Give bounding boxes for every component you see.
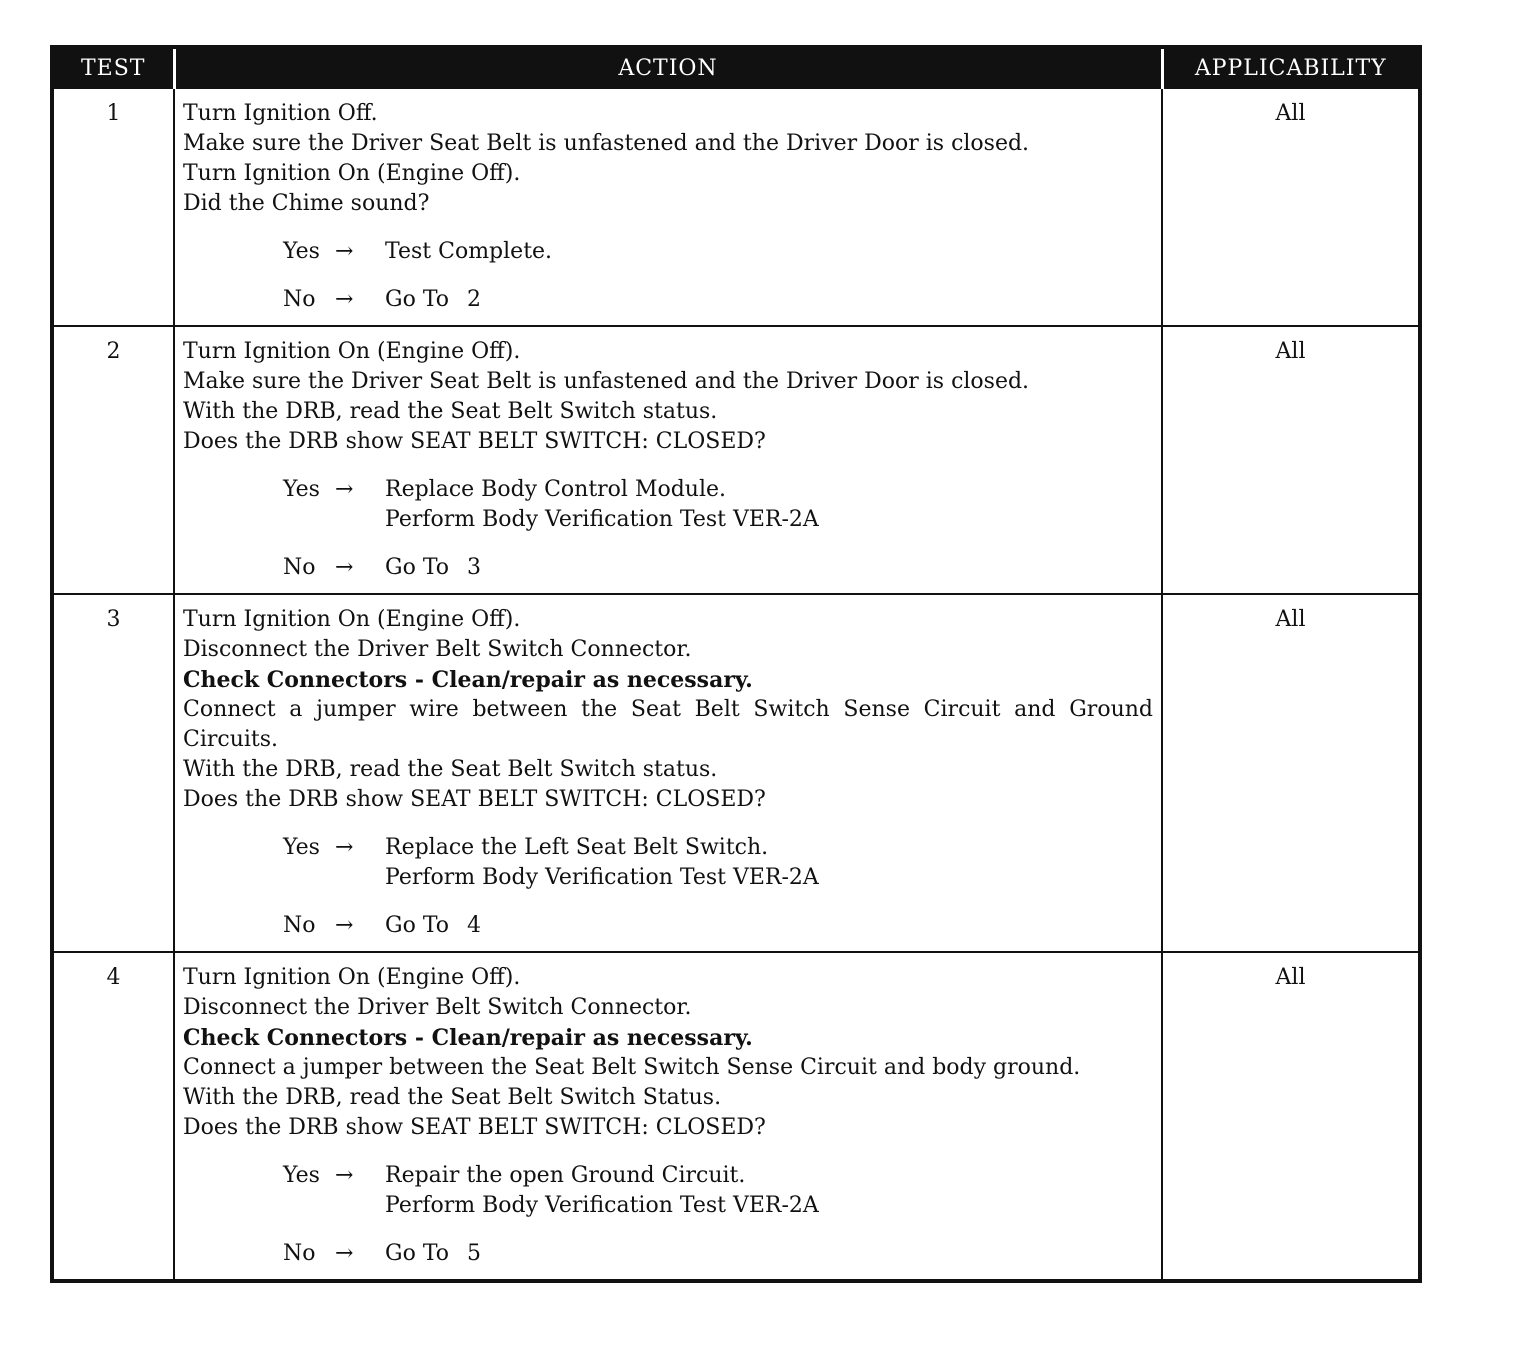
header-test: TEST (52, 47, 174, 88)
table-body (52, 88, 1420, 1281)
table-row (52, 952, 1420, 1281)
action-cell (174, 88, 1162, 326)
header-row (52, 47, 1420, 88)
arrow-right-icon: → (335, 835, 354, 860)
no-outcome (385, 285, 1153, 315)
no-outcome (385, 553, 1153, 583)
action-cell (174, 326, 1162, 594)
arrow-right-icon: → (335, 913, 354, 938)
goto-target: 4 (467, 913, 482, 938)
header-applicability: APPLICABILITY (1162, 47, 1420, 88)
action-step: Turn Ignition Off. (183, 101, 378, 126)
no-outcome (385, 1239, 1153, 1269)
action-step: Disconnect the Driver Belt Switch Connector. (183, 637, 692, 662)
action-step: Does the DRB show SEAT BELT SWITCH: CLOSED? (183, 787, 766, 812)
action-cell (174, 594, 1162, 952)
action-step: With the DRB, read the Seat Belt Switch status. (183, 399, 718, 424)
yes-outcome-line: Perform Body Verification Test VER-2A (385, 865, 819, 890)
arrow-right-icon: → (335, 555, 354, 580)
action-step: Make sure the Driver Seat Belt is unfastened and the Driver Door is closed. (183, 131, 1030, 156)
yes-result (283, 237, 1153, 267)
yes-outcome-line: Test Complete. (385, 239, 553, 264)
action-step-emphasis: Check Connectors - Clean/repair as necessary. (183, 1025, 753, 1051)
yes-label: Yes (283, 477, 320, 502)
goto-label: Go To (385, 913, 450, 938)
arrow-right-icon: → (335, 477, 354, 502)
yes-label: Yes (283, 1163, 320, 1188)
yes-result (283, 833, 1153, 893)
action-step: With the DRB, read the Seat Belt Switch status. (183, 757, 718, 782)
goto-label: Go To (385, 555, 450, 580)
yes-label: Yes (283, 239, 320, 264)
goto-target: 2 (467, 287, 482, 312)
yes-outcome-line: Repair the open Ground Circuit. (385, 1163, 746, 1188)
test-number: 3 (52, 594, 174, 952)
diagnostic-test-table (50, 45, 1422, 1283)
arrow-right-icon: → (335, 1241, 354, 1266)
arrow-right-icon: → (335, 239, 354, 264)
yes-result (283, 475, 1153, 535)
yes-result (283, 1161, 1153, 1221)
action-step: Connect a jumper wire between the Seat Belt Switch Sense Circuit and Ground Circuits. (183, 697, 1153, 752)
no-result (283, 553, 1153, 583)
goto-label: Go To (385, 1241, 450, 1266)
action-step: Turn Ignition On (Engine Off). (183, 607, 521, 632)
table-row (52, 326, 1420, 594)
header-action: ACTION (174, 47, 1162, 88)
no-outcome (385, 911, 1153, 941)
action-step: Connect a jumper between the Seat Belt Switch Sense Circuit and body ground. (183, 1055, 1081, 1080)
action-step: With the DRB, read the Seat Belt Switch Status. (183, 1085, 722, 1110)
no-result (283, 1239, 1153, 1269)
goto-target: 5 (467, 1241, 482, 1266)
yes-outcome (385, 1161, 1153, 1221)
action-step: Disconnect the Driver Belt Switch Connector. (183, 995, 692, 1020)
yes-outcome-line: Perform Body Verification Test VER-2A (385, 1193, 819, 1218)
goto-label: Go To (385, 287, 450, 312)
action-step: Did the Chime sound? (183, 191, 430, 216)
yes-label: Yes (283, 835, 320, 860)
action-step: Turn Ignition On (Engine Off). (183, 161, 521, 186)
yes-outcome-line: Replace the Left Seat Belt Switch. (385, 835, 769, 860)
action-step: Turn Ignition On (Engine Off). (183, 339, 521, 364)
yes-outcome (385, 475, 1153, 535)
applicability-value: All (1162, 594, 1420, 952)
action-cell (174, 952, 1162, 1281)
no-label: No (283, 913, 316, 938)
goto-target: 3 (467, 555, 482, 580)
test-number: 4 (52, 952, 174, 1281)
no-result (283, 911, 1153, 941)
yes-outcome-line: Replace Body Control Module. (385, 477, 727, 502)
applicability-value: All (1162, 952, 1420, 1281)
yes-outcome-line: Perform Body Verification Test VER-2A (385, 507, 819, 532)
action-step: Make sure the Driver Seat Belt is unfastened and the Driver Door is closed. (183, 369, 1030, 394)
applicability-value: All (1162, 88, 1420, 326)
arrow-right-icon: → (335, 287, 354, 312)
yes-outcome (385, 833, 1153, 893)
no-label: No (283, 555, 316, 580)
test-number: 1 (52, 88, 174, 326)
table-row (52, 88, 1420, 326)
action-step: Turn Ignition On (Engine Off). (183, 965, 521, 990)
no-label: No (283, 1241, 316, 1266)
arrow-right-icon: → (335, 1163, 354, 1188)
action-step: Does the DRB show SEAT BELT SWITCH: CLOSED? (183, 429, 766, 454)
action-step: Does the DRB show SEAT BELT SWITCH: CLOSED? (183, 1115, 766, 1140)
test-number: 2 (52, 326, 174, 594)
no-result (283, 285, 1153, 315)
applicability-value: All (1162, 326, 1420, 594)
no-label: No (283, 287, 316, 312)
yes-outcome (385, 237, 1153, 267)
action-step-emphasis: Check Connectors - Clean/repair as necessary. (183, 667, 753, 693)
table-row (52, 594, 1420, 952)
